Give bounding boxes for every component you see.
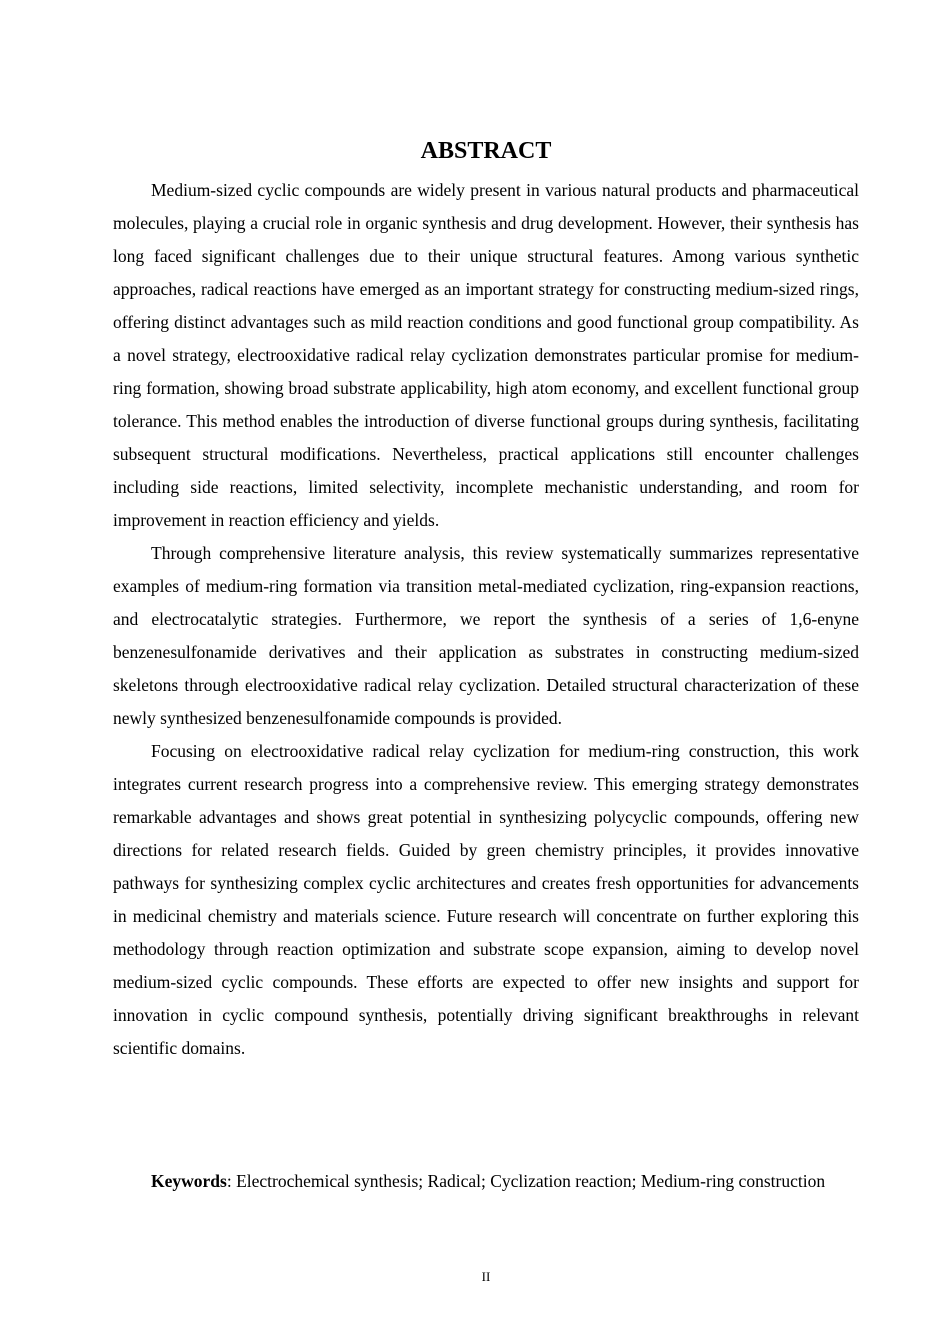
- keywords-separator: :: [226, 1171, 237, 1191]
- abstract-paragraph-1: Medium-sized cyclic compounds are widely present in various natural products and pharmaceutical molecules, playing a crucial role in organic synthesis and drug development. However, their synthesis has long faced significant challenges due to their unique structural features. Among various synthetic approaches, radical reactions have emerged as an important strategy for constructing medium-sized rings, offering distinct advantages such as mild reaction conditions and good functional group compatibility. As a novel strategy, electrooxidative radical relay cyclization demonstrates particular promise for medium-ring formation, showing broad substrate applicability, high atom economy, and excellent functional group tolerance. This method enables the introduction of diverse functional groups during synthesis, facilitating subsequent structural modifications. Nevertheless, practical applications still encounter challenges including side reactions, limited selectivity, incomplete mechanistic understanding, and room for improvement in reaction efficiency and yields.: [113, 180, 859, 530]
- keywords-text: Electrochemical synthesis; Radical; Cyclization reaction; Medium-ring construction: [236, 1171, 826, 1191]
- abstract-paragraph-2: Through comprehensive literature analysis, this review systematically summarizes representative examples of medium-ring formation via transition metal-mediated cyclization, ring-expansion reactions, and electrocatalytic strategies. Furthermore, we report the synthesis of a series of 1,6-enyne benzenesulfonamide derivatives and their application as substrates in constructing medium-sized skeletons through electrooxidative radical relay cyclization. Detailed structural characterization of these newly synthesized benzenesulfonamide compounds is provided.: [113, 543, 859, 728]
- abstract-body: [113, 174, 859, 1065]
- keywords-label: Keywords: [151, 1171, 227, 1191]
- abstract-title: ABSTRACT: [420, 138, 552, 164]
- page-number: II: [481, 1269, 491, 1284]
- keywords-line: [113, 1165, 859, 1198]
- abstract-paragraph-3: Focusing on electrooxidative radical relay cyclization for medium-ring construction, this work integrates current research progress into a comprehensive review. This emerging strategy demonstrates remarkable advantages and shows great potential in synthesizing polycyclic compounds, offering new directions for related research fields. Guided by green chemistry principles, it provides innovative pathways for synthesizing complex cyclic architectures and creates fresh opportunities for advancements in medicinal chemistry and materials science. Future research will concentrate on further exploring this methodology through reaction optimization and substrate scope expansion, aiming to develop novel medium-sized cyclic compounds. These efforts are expected to offer new insights and support for innovation in cyclic compound synthesis, potentially driving significant breakthroughs in relevant scientific domains.: [113, 741, 859, 1058]
